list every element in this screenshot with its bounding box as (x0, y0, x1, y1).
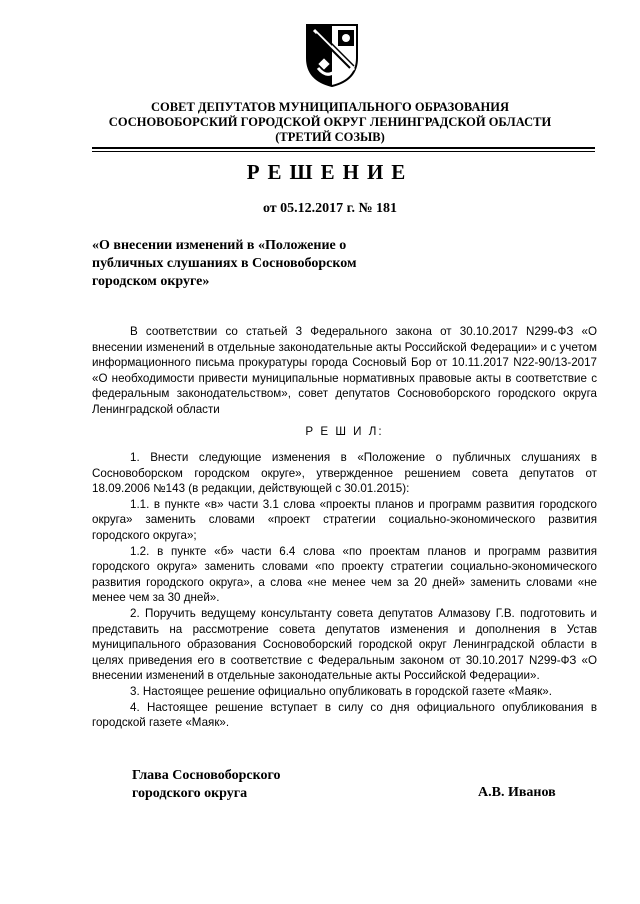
resolution-item-1-1: 1.1. в пункте «в» части 3.1 слова «проекты планов и программ развития городского округа» заменить словами «проект стратегии социально-экономического развития городского округа»; (92, 497, 597, 542)
resolution-item-1-2: 1.2. в пункте «б» части 6.4 слова «по проектам планов и программ развития городского округа» заменить словами «по проекту стратегии социально-экономического развития городского округа», а слова «не менее чем за 20 дней» заменить словами «не менее чем за 30 дней». (92, 544, 597, 605)
document-date-number: от 05.12.2017 г. № 181 (262, 201, 398, 216)
header-line-3: (ТРЕТИЙ СОЗЫВ) (275, 130, 385, 144)
header-divider-thin (92, 151, 595, 152)
resolution-item-2: 2. Поручить ведущему консультанту совета депутатов Алмазову Г.В. подготовить и представить на рассмотрение совета депутатов изменения и дополнения в Устав муниципального образования Сосновоборский городской округ Ленинградской области в целях приведения его в соответствие с Федеральным законом от 30.10.2017 N299-ФЗ «О внесении изменений в отдельные законодательные акты Российской Федерации». (92, 606, 597, 683)
council-header (80, 100, 580, 145)
signatory-title (132, 767, 280, 803)
preamble (92, 324, 597, 418)
signatory-title-line-1: Глава Сосновоборского (132, 768, 281, 783)
resolution-item-1: 1. Внести следующие изменения в «Положение о публичных слушаниях в Сосновоборском городском округе», утвержденное решением совета депутатов от 18.09.2006 №143 (в редакции, действующей с 30.01.2015): (92, 451, 597, 496)
document-title: РЕШЕНИЕ (246, 160, 414, 184)
resolved-heading: Р Е Ш И Л: (305, 425, 384, 438)
signatory-name: А.В. Иванов (478, 785, 556, 800)
resolution-item-4: 4. Настоящее решение вступает в силу со дня официального опубликования в городской газете «Маяк». (92, 700, 597, 730)
preamble-text: В соответствии со статьей 3 Федерального закона от 30.10.2017 N299-ФЗ «О внесении изменений в отдельные законодательные акты Российской Федерации» и с учетом информационного письма прокуратуры города Сосновый Бор от 10.11.2017 N22-90/13-2017 «О необходимости привести муниципальные нормативных правовые акты в соответствие с федеральным законодательством», совет депутатов Сосновоборского городского округа Ленинградской области (92, 325, 597, 416)
header-line-2: СОСНОВОБОРСКИЙ ГОРОДСКОЙ ОКРУГ ЛЕНИНГРАДСКОЙ ОБЛАСТИ (108, 115, 552, 129)
resolution-item-3: 3. Настоящее решение официально опубликовать в городской газете «Маяк». (130, 684, 552, 698)
resolution-items (92, 450, 597, 731)
document-subject: «О внесении изменений в «Положение о публичных слушаниях в Сосновоборском городском округе» (92, 238, 357, 289)
header-divider (92, 147, 595, 149)
coat-of-arms-icon (304, 22, 360, 88)
signatory-title-line-2: городского округа (132, 786, 248, 801)
header-line-1: СОВЕТ ДЕПУТАТОВ МУНИЦИПАЛЬНОГО ОБРАЗОВАНИЯ (151, 100, 509, 114)
